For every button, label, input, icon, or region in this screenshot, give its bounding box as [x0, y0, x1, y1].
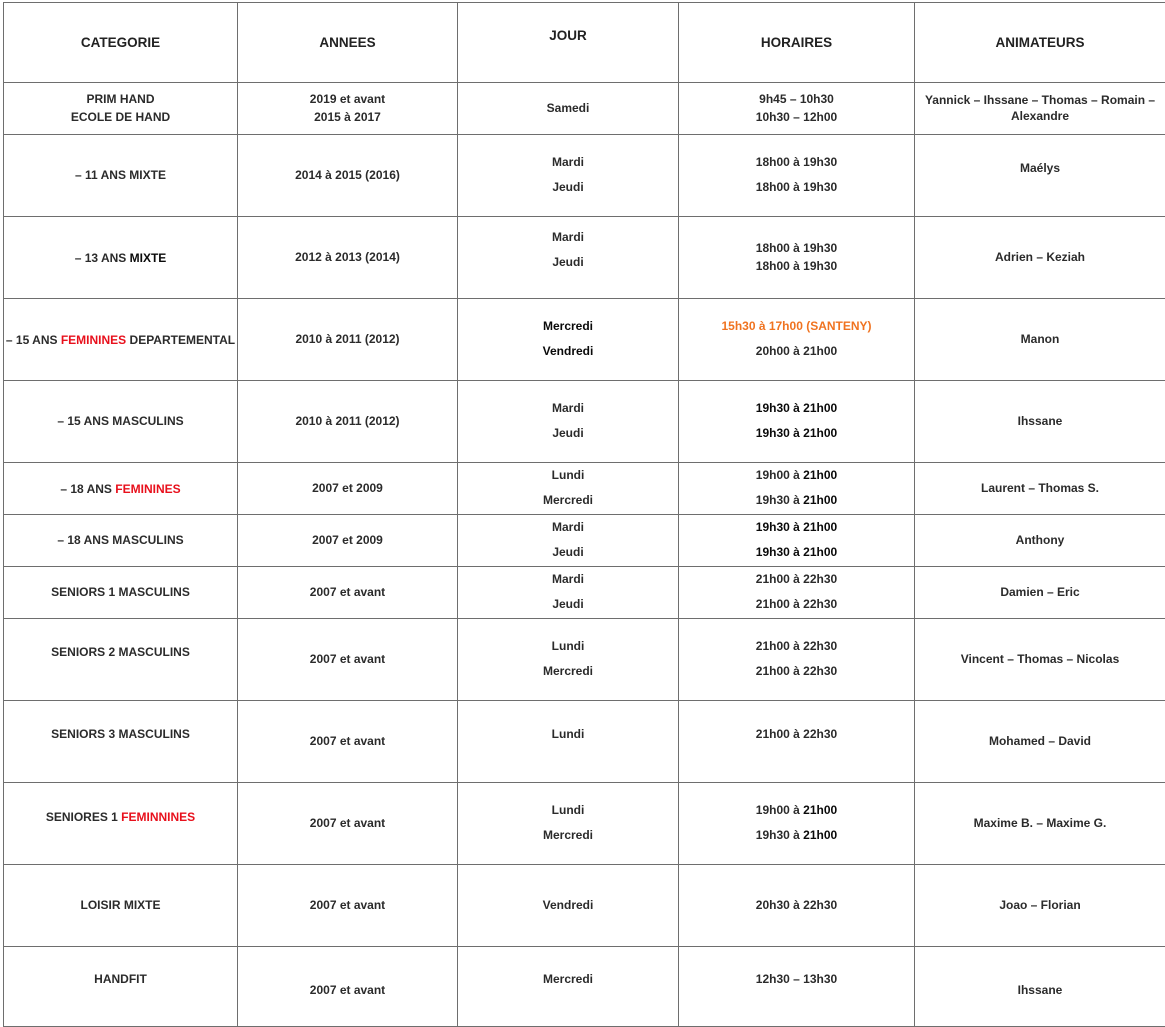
cell-text: – 18 ANS MASCULINS	[6, 534, 235, 548]
cell-text	[681, 829, 912, 843]
cell-text: Jeudi	[460, 181, 676, 195]
cell-highlight: FEMINNINES	[121, 810, 195, 824]
cell-animateurs	[915, 783, 1165, 865]
cell-text: SENIORS 2 MASCULINS	[6, 646, 235, 660]
cell-categorie	[4, 135, 238, 217]
cell-text: PRIM HAND	[6, 93, 235, 107]
cell-horaires	[679, 947, 915, 1027]
cell-text: Mardi	[460, 573, 676, 587]
cell-categorie	[4, 299, 238, 381]
cell-jour	[458, 783, 679, 865]
cell-text: SENIORES 1	[46, 810, 121, 824]
cell-horaires	[679, 515, 915, 567]
cell-text: 18h00 à 19h30	[681, 181, 912, 195]
cell-categorie	[4, 865, 238, 947]
cell-animateurs	[915, 381, 1165, 463]
cell-animateurs	[915, 217, 1165, 299]
header-jour	[458, 3, 679, 83]
cell-jour	[458, 947, 679, 1027]
cell-text: 21h00	[803, 468, 837, 482]
cell-text: 9h45 – 10h30	[681, 93, 912, 107]
cell-horaires	[679, 701, 915, 783]
cell-text: Mercredi	[460, 973, 676, 987]
cell-horaires	[679, 567, 915, 619]
cell-text: 21h00	[803, 493, 837, 507]
cell-text: Mardi	[460, 156, 676, 170]
cell-annees	[238, 947, 458, 1027]
table-row	[4, 515, 1165, 567]
cell-text: Ihssane	[917, 415, 1163, 429]
cell-jour	[458, 567, 679, 619]
cell-animateurs	[915, 947, 1165, 1027]
cell-annees	[238, 865, 458, 947]
cell-animateurs	[915, 701, 1165, 783]
cell-text: Jeudi	[460, 256, 676, 270]
cell-horaires	[679, 865, 915, 947]
cell-text: Anthony	[917, 534, 1163, 548]
cell-horaires	[679, 783, 915, 865]
cell-animateurs	[915, 83, 1165, 135]
cell-text: 2007 et avant	[240, 817, 455, 831]
cell-text: Mercredi	[460, 494, 676, 508]
training-schedule-table	[3, 2, 1165, 1027]
cell-annees	[238, 701, 458, 783]
cell-categorie	[4, 381, 238, 463]
cell-text: Adrien – Keziah	[917, 251, 1163, 265]
cell-text: 15h30 à 17h00 (SANTENY)	[681, 320, 912, 334]
cell-jour	[458, 83, 679, 135]
cell-text: Jeudi	[460, 546, 676, 560]
cell-text: 2010 à 2011 (2012)	[240, 333, 455, 347]
cell-text: 2015 à 2017	[240, 111, 455, 125]
cell-animateurs	[915, 567, 1165, 619]
cell-jour	[458, 463, 679, 515]
cell-text	[681, 494, 912, 508]
cell-text: 19h00 à	[756, 468, 803, 482]
cell-text	[681, 469, 912, 483]
cell-categorie	[4, 567, 238, 619]
cell-categorie	[4, 83, 238, 135]
cell-text: Alexandre	[917, 110, 1163, 124]
cell-text: 18h00 à 19h30	[681, 156, 912, 170]
cell-annees	[238, 135, 458, 217]
cell-highlight: MIXTE	[130, 251, 167, 265]
cell-text: Jeudi	[460, 427, 676, 441]
cell-jour	[458, 299, 679, 381]
cell-jour	[458, 865, 679, 947]
table-row	[4, 783, 1165, 865]
cell-text: Mardi	[460, 402, 676, 416]
cell-categorie	[4, 217, 238, 299]
header-horaires: HORAIRES	[679, 3, 915, 83]
cell-text: 2014 à 2015 (2016)	[240, 169, 455, 183]
cell-text: 2007 et avant	[240, 653, 455, 667]
cell-categorie	[4, 619, 238, 701]
cell-annees	[238, 299, 458, 381]
cell-text: 2007 et avant	[240, 586, 455, 600]
cell-text: 21h00	[803, 828, 837, 842]
cell-text: Mardi	[460, 521, 676, 535]
cell-categorie	[4, 515, 238, 567]
cell-text: 21h00 à 22h30	[681, 728, 912, 742]
cell-text: Samedi	[460, 102, 676, 116]
cell-text: – 18 ANS	[60, 482, 115, 496]
header-animateurs: ANIMATEURS	[915, 3, 1165, 83]
cell-text: Mardi	[460, 231, 676, 245]
cell-horaires	[679, 299, 915, 381]
header-row	[4, 3, 1165, 83]
cell-text: Vendredi	[460, 899, 676, 913]
cell-text: 19h00 à	[756, 803, 803, 817]
cell-text: Vendredi	[460, 345, 676, 359]
cell-text: Lundi	[460, 804, 676, 818]
cell-text: Maxime B. – Maxime G.	[917, 817, 1163, 831]
cell-text: 18h00 à 19h30	[681, 242, 912, 256]
cell-annees	[238, 83, 458, 135]
cell-highlight: FEMININES	[115, 482, 180, 496]
header-categorie: CATEGORIE	[4, 3, 238, 83]
cell-text: Maélys	[917, 162, 1163, 176]
cell-jour	[458, 619, 679, 701]
cell-horaires	[679, 83, 915, 135]
cell-text: Lundi	[460, 640, 676, 654]
cell-animateurs	[915, 515, 1165, 567]
cell-text: Damien – Eric	[917, 586, 1163, 600]
cell-jour	[458, 135, 679, 217]
cell-text: 2010 à 2011 (2012)	[240, 415, 455, 429]
cell-annees	[238, 515, 458, 567]
cell-text: 2007 et avant	[240, 735, 455, 749]
cell-text: Mohamed – David	[917, 735, 1163, 749]
cell-text: – 15 ANS MASCULINS	[6, 415, 235, 429]
cell-text: 19h30 à	[756, 493, 803, 507]
cell-horaires	[679, 135, 915, 217]
cell-text: Yannick – Ihssane – Thomas – Romain –	[917, 94, 1163, 108]
cell-jour	[458, 515, 679, 567]
cell-categorie	[4, 463, 238, 515]
cell-text: 20h30 à 22h30	[681, 899, 912, 913]
cell-categorie	[4, 701, 238, 783]
header-annees: ANNEES	[238, 3, 458, 83]
cell-text: 2007 et avant	[240, 899, 455, 913]
table-row	[4, 299, 1165, 381]
cell-text: 19h30 à 21h00	[681, 546, 912, 560]
table-row	[4, 619, 1165, 701]
cell-text: Mercredi	[460, 829, 676, 843]
cell-animateurs	[915, 135, 1165, 217]
cell-text: Lundi	[460, 469, 676, 483]
cell-text: Vincent – Thomas – Nicolas	[917, 653, 1163, 667]
cell-text: SENIORS 1 MASCULINS	[6, 586, 235, 600]
cell-text: 20h00 à 21h00	[681, 345, 912, 359]
cell-animateurs	[915, 299, 1165, 381]
cell-text: 21h00 à 22h30	[681, 665, 912, 679]
cell-text: 21h00 à 22h30	[681, 598, 912, 612]
cell-text: 21h00 à 22h30	[681, 573, 912, 587]
cell-text: Mercredi	[460, 320, 676, 334]
cell-animateurs	[915, 865, 1165, 947]
table-row	[4, 947, 1165, 1027]
cell-text: LOISIR MIXTE	[6, 899, 235, 913]
table-row	[4, 83, 1165, 135]
cell-horaires	[679, 463, 915, 515]
cell-text: Jeudi	[460, 598, 676, 612]
cell-text: 19h30 à 21h00	[681, 427, 912, 441]
cell-annees	[238, 217, 458, 299]
cell-text: SENIORS 3 MASCULINS	[6, 728, 235, 742]
cell-animateurs	[915, 463, 1165, 515]
table-row	[4, 701, 1165, 783]
table-row	[4, 381, 1165, 463]
cell-annees	[238, 567, 458, 619]
cell-text: 12h30 – 13h30	[681, 973, 912, 987]
cell-horaires	[679, 217, 915, 299]
cell-text: 2012 à 2013 (2014)	[240, 251, 455, 265]
cell-text: 19h30 à 21h00	[681, 402, 912, 416]
cell-text: – 13 ANS	[75, 251, 130, 265]
table-row	[4, 463, 1165, 515]
cell-text: 19h30 à 21h00	[681, 521, 912, 535]
cell-text: 2007 et 2009	[240, 534, 455, 548]
cell-text: Joao – Florian	[917, 899, 1163, 913]
cell-text: Laurent – Thomas S.	[917, 482, 1163, 496]
cell-jour	[458, 701, 679, 783]
cell-categorie	[4, 783, 238, 865]
cell-highlight: FEMININES	[61, 333, 126, 347]
cell-text: Mercredi	[460, 665, 676, 679]
cell-text: HANDFIT	[6, 973, 235, 987]
cell-text: Ihssane	[917, 984, 1163, 998]
cell-jour	[458, 217, 679, 299]
cell-text: 21h00	[803, 803, 837, 817]
cell-jour	[458, 381, 679, 463]
cell-animateurs	[915, 619, 1165, 701]
cell-text: – 11 ANS MIXTE	[6, 169, 235, 183]
cell-text: 2019 et avant	[240, 93, 455, 107]
cell-horaires	[679, 619, 915, 701]
cell-text: – 15 ANS	[6, 333, 61, 347]
cell-annees	[238, 783, 458, 865]
table-row	[4, 217, 1165, 299]
cell-horaires	[679, 381, 915, 463]
cell-text: Manon	[917, 333, 1163, 347]
table-row	[4, 865, 1165, 947]
cell-text: Lundi	[460, 728, 676, 742]
cell-annees	[238, 619, 458, 701]
cell-text: 2007 et 2009	[240, 482, 455, 496]
cell-text: ECOLE DE HAND	[6, 111, 235, 125]
cell-text: 18h00 à 19h30	[681, 260, 912, 274]
cell-text	[681, 804, 912, 818]
cell-text: 21h00 à 22h30	[681, 640, 912, 654]
cell-text: 19h30 à	[756, 828, 803, 842]
table-row	[4, 135, 1165, 217]
cell-text: 2007 et avant	[240, 984, 455, 998]
cell-text: DEPARTEMENTAL	[126, 333, 235, 347]
cell-annees	[238, 381, 458, 463]
cell-categorie	[4, 947, 238, 1027]
cell-annees	[238, 463, 458, 515]
table-row	[4, 567, 1165, 619]
header-jour-label: JOUR	[549, 28, 587, 43]
cell-text: 10h30 – 12h00	[681, 111, 912, 125]
